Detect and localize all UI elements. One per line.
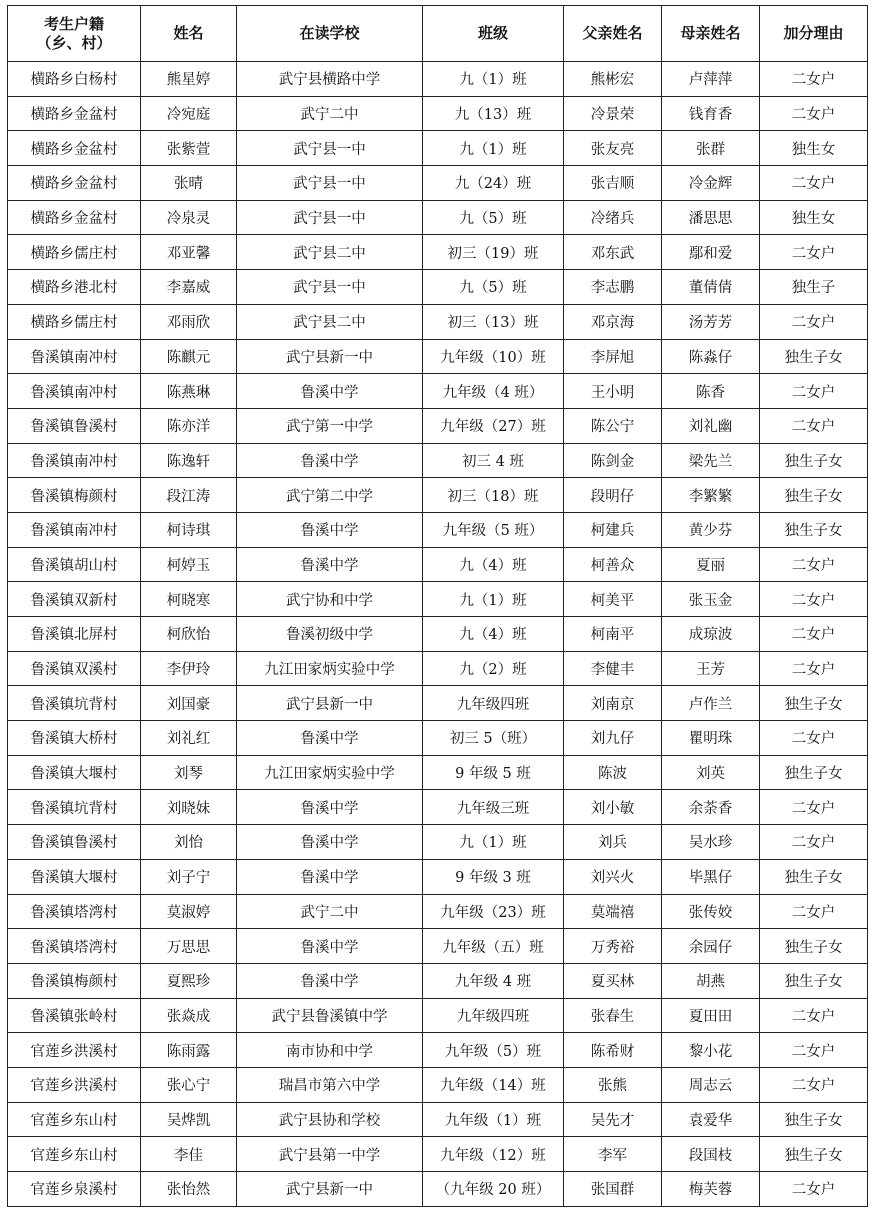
cell-class: 九（1）班 — [423, 582, 564, 617]
cell-mother: 余荼香 — [662, 790, 760, 825]
cell-mother: 余园仔 — [662, 929, 760, 964]
cell-mother: 梅芙蓉 — [662, 1172, 760, 1207]
table-row — [8, 582, 868, 617]
cell-class: 九（13）班 — [423, 96, 564, 131]
cell-school: 武宁县一中 — [237, 200, 423, 235]
cell-school: 武宁第一中学 — [237, 408, 423, 443]
cell-reason: 二女户 — [760, 790, 868, 825]
cell-mother: 吴水珍 — [662, 825, 760, 860]
cell-school: 九江田家炳实验中学 — [237, 651, 423, 686]
cell-name: 冷泉灵 — [141, 200, 237, 235]
cell-class: 九年级（27）班 — [423, 408, 564, 443]
cell-name: 张焱成 — [141, 998, 237, 1033]
cell-school: 武宁县二中 — [237, 235, 423, 270]
cell-mother: 梁先兰 — [662, 443, 760, 478]
cell-class: 九（1）班 — [423, 131, 564, 166]
cell-school: 鲁溪中学 — [237, 859, 423, 894]
cell-name: 万思思 — [141, 929, 237, 964]
cell-name: 陈雨露 — [141, 1033, 237, 1068]
cell-hukou: 官莲乡泉溪村 — [8, 1172, 141, 1207]
table-header-row — [8, 6, 868, 62]
cell-reason: 独生子女 — [760, 686, 868, 721]
cell-father: 刘兵 — [564, 825, 662, 860]
header-label: 母亲姓名 — [680, 24, 741, 42]
cell-mother: 李繁繁 — [662, 478, 760, 513]
table-row — [8, 131, 868, 166]
table-row — [8, 790, 868, 825]
cell-hukou: 鲁溪镇坑背村 — [8, 686, 141, 721]
header-father — [564, 6, 662, 62]
cell-reason: 独生子女 — [760, 1137, 868, 1172]
cell-father: 李屏旭 — [564, 339, 662, 374]
cell-father: 柯南平 — [564, 617, 662, 652]
cell-father: 张吉顺 — [564, 166, 662, 201]
table-row — [8, 894, 868, 929]
cell-mother: 黎小花 — [662, 1033, 760, 1068]
table-row — [8, 721, 868, 756]
cell-father: 莫端禧 — [564, 894, 662, 929]
cell-school: 鲁溪初级中学 — [237, 617, 423, 652]
cell-class: 九（2）班 — [423, 651, 564, 686]
cell-name: 柯婷玉 — [141, 547, 237, 582]
table-row — [8, 304, 868, 339]
cell-class: 九年级（12）班 — [423, 1137, 564, 1172]
cell-name: 张晴 — [141, 166, 237, 201]
cell-hukou: 横路乡金盆村 — [8, 131, 141, 166]
table-row — [8, 686, 868, 721]
cell-school: 鲁溪中学 — [237, 963, 423, 998]
cell-name: 夏熙珍 — [141, 963, 237, 998]
cell-name: 张紫萱 — [141, 131, 237, 166]
cell-school: 武宁县鲁溪镇中学 — [237, 998, 423, 1033]
cell-name: 张心宁 — [141, 1067, 237, 1102]
cell-reason: 独生子女 — [760, 443, 868, 478]
cell-school: 武宁县一中 — [237, 131, 423, 166]
cell-school: 武宁县新一中 — [237, 339, 423, 374]
cell-father: 李健丰 — [564, 651, 662, 686]
cell-class: 九年级三班 — [423, 790, 564, 825]
cell-name: 张怡然 — [141, 1172, 237, 1207]
cell-mother: 刘礼幽 — [662, 408, 760, 443]
cell-name: 刘国豪 — [141, 686, 237, 721]
cell-hukou: 鲁溪镇南冲村 — [8, 512, 141, 547]
cell-mother: 成琼波 — [662, 617, 760, 652]
cell-hukou: 鲁溪镇胡山村 — [8, 547, 141, 582]
cell-school: 南市协和中学 — [237, 1033, 423, 1068]
cell-class: 九年级（五）班 — [423, 929, 564, 964]
cell-father: 陈希财 — [564, 1033, 662, 1068]
cell-father: 熊彬宏 — [564, 62, 662, 97]
cell-reason: 独生子女 — [760, 859, 868, 894]
cell-mother: 陈香 — [662, 374, 760, 409]
cell-mother: 张传姣 — [662, 894, 760, 929]
cell-mother: 卢萍萍 — [662, 62, 760, 97]
cell-class: 初三（13）班 — [423, 304, 564, 339]
cell-father: 夏买林 — [564, 963, 662, 998]
cell-father: 陈波 — [564, 755, 662, 790]
cell-reason: 独生子女 — [760, 339, 868, 374]
cell-class: 九年级（5）班 — [423, 1033, 564, 1068]
cell-class: （九年级 20 班） — [423, 1172, 564, 1207]
cell-mother: 胡燕 — [662, 963, 760, 998]
table-row — [8, 200, 868, 235]
cell-mother: 张群 — [662, 131, 760, 166]
cell-reason: 二女户 — [760, 825, 868, 860]
cell-class: 九年级（23）班 — [423, 894, 564, 929]
cell-father: 邓京海 — [564, 304, 662, 339]
table-row — [8, 478, 868, 513]
table-row — [8, 235, 868, 270]
table-row — [8, 859, 868, 894]
table-row — [8, 339, 868, 374]
table-row — [8, 547, 868, 582]
cell-father: 李志鹏 — [564, 270, 662, 305]
cell-class: 九（1）班 — [423, 825, 564, 860]
table-row — [8, 96, 868, 131]
cell-reason: 二女户 — [760, 547, 868, 582]
cell-mother: 陈淼仔 — [662, 339, 760, 374]
cell-school: 鲁溪中学 — [237, 825, 423, 860]
cell-hukou: 鲁溪镇大堰村 — [8, 859, 141, 894]
cell-father: 吴先才 — [564, 1102, 662, 1137]
table-row — [8, 651, 868, 686]
cell-hukou: 官莲乡东山村 — [8, 1137, 141, 1172]
cell-class: 初三（18）班 — [423, 478, 564, 513]
cell-reason: 二女户 — [760, 651, 868, 686]
cell-school: 鲁溪中学 — [237, 512, 423, 547]
cell-mother: 卢作兰 — [662, 686, 760, 721]
table-row — [8, 443, 868, 478]
cell-class: 九（5）班 — [423, 200, 564, 235]
cell-reason: 独生子 — [760, 270, 868, 305]
cell-class: 九年级 4 班 — [423, 963, 564, 998]
cell-reason: 二女户 — [760, 894, 868, 929]
cell-name: 陈亦洋 — [141, 408, 237, 443]
cell-class: 9 年级 5 班 — [423, 755, 564, 790]
cell-father: 王小明 — [564, 374, 662, 409]
cell-father: 万秀裕 — [564, 929, 662, 964]
cell-father: 冷景荣 — [564, 96, 662, 131]
cell-school: 武宁二中 — [237, 96, 423, 131]
cell-class: 九年级（1）班 — [423, 1102, 564, 1137]
cell-name: 刘礼红 — [141, 721, 237, 756]
cell-father: 柯美平 — [564, 582, 662, 617]
cell-mother: 鄢和爱 — [662, 235, 760, 270]
cell-father: 张熊 — [564, 1067, 662, 1102]
cell-hukou: 横路乡金盆村 — [8, 200, 141, 235]
cell-class: 九年级（4 班） — [423, 374, 564, 409]
cell-hukou: 鲁溪镇双新村 — [8, 582, 141, 617]
cell-school: 鲁溪中学 — [237, 547, 423, 582]
cell-name: 柯诗琪 — [141, 512, 237, 547]
cell-name: 陈麒元 — [141, 339, 237, 374]
cell-mother: 毕黑仔 — [662, 859, 760, 894]
cell-hukou: 鲁溪镇南冲村 — [8, 339, 141, 374]
cell-school: 武宁协和中学 — [237, 582, 423, 617]
cell-name: 李佳 — [141, 1137, 237, 1172]
cell-school: 鲁溪中学 — [237, 721, 423, 756]
cell-father: 张友亮 — [564, 131, 662, 166]
cell-hukou: 鲁溪镇梅颜村 — [8, 478, 141, 513]
cell-school: 武宁县二中 — [237, 304, 423, 339]
table-row — [8, 512, 868, 547]
cell-class: 九年级四班 — [423, 686, 564, 721]
cell-class: 初三 5（班） — [423, 721, 564, 756]
cell-reason: 二女户 — [760, 62, 868, 97]
cell-name: 刘怡 — [141, 825, 237, 860]
cell-father: 刘九仔 — [564, 721, 662, 756]
cell-class: 九（5）班 — [423, 270, 564, 305]
bonus-points-table — [7, 5, 868, 1207]
cell-name: 冷宛庭 — [141, 96, 237, 131]
cell-school: 武宁县新一中 — [237, 686, 423, 721]
cell-name: 段江涛 — [141, 478, 237, 513]
header-name — [141, 6, 237, 62]
cell-father: 段明仔 — [564, 478, 662, 513]
cell-mother: 董倩倩 — [662, 270, 760, 305]
cell-name: 吴烨凯 — [141, 1102, 237, 1137]
table-row — [8, 1033, 868, 1068]
cell-school: 鲁溪中学 — [237, 374, 423, 409]
cell-mother: 瞿明珠 — [662, 721, 760, 756]
cell-class: 九（1）班 — [423, 62, 564, 97]
cell-name: 陈逸轩 — [141, 443, 237, 478]
cell-reason: 二女户 — [760, 1033, 868, 1068]
table-row — [8, 270, 868, 305]
cell-hukou: 鲁溪镇梅颜村 — [8, 963, 141, 998]
table-row — [8, 62, 868, 97]
cell-reason: 二女户 — [760, 1067, 868, 1102]
table-row — [8, 1067, 868, 1102]
table-row — [8, 825, 868, 860]
table-row — [8, 166, 868, 201]
header-label: 考生户籍 — [43, 14, 104, 33]
cell-school: 武宁县新一中 — [237, 1172, 423, 1207]
cell-class: 9 年级 3 班 — [423, 859, 564, 894]
cell-class: 九年级四班 — [423, 998, 564, 1033]
cell-reason: 独生女 — [760, 131, 868, 166]
cell-school: 瑞昌市第六中学 — [237, 1067, 423, 1102]
cell-reason: 独生子女 — [760, 963, 868, 998]
cell-name: 柯欣怡 — [141, 617, 237, 652]
header-reason — [760, 6, 868, 62]
cell-hukou: 鲁溪镇双溪村 — [8, 651, 141, 686]
header-label: 父亲姓名 — [582, 24, 643, 42]
cell-hukou: 鲁溪镇大堰村 — [8, 755, 141, 790]
table-row — [8, 929, 868, 964]
cell-father: 冷绪兵 — [564, 200, 662, 235]
cell-class: 九年级（14）班 — [423, 1067, 564, 1102]
cell-father: 刘小敏 — [564, 790, 662, 825]
cell-class: 九（4）班 — [423, 547, 564, 582]
cell-reason: 独生子女 — [760, 755, 868, 790]
cell-school: 武宁县一中 — [237, 166, 423, 201]
cell-hukou: 鲁溪镇塔湾村 — [8, 929, 141, 964]
cell-reason: 二女户 — [760, 374, 868, 409]
cell-class: 九年级（10）班 — [423, 339, 564, 374]
cell-reason: 独生子女 — [760, 929, 868, 964]
cell-school: 鲁溪中学 — [237, 443, 423, 478]
cell-mother: 夏田田 — [662, 998, 760, 1033]
cell-hukou: 鲁溪镇北屏村 — [8, 617, 141, 652]
cell-mother: 潘思思 — [662, 200, 760, 235]
cell-father: 刘兴火 — [564, 859, 662, 894]
cell-mother: 周志云 — [662, 1067, 760, 1102]
cell-hukou: 鲁溪镇鲁溪村 — [8, 825, 141, 860]
cell-name: 柯晓寒 — [141, 582, 237, 617]
cell-mother: 冷金辉 — [662, 166, 760, 201]
header-label: 姓名 — [173, 24, 204, 42]
cell-class: 初三 4 班 — [423, 443, 564, 478]
cell-hukou: 鲁溪镇鲁溪村 — [8, 408, 141, 443]
cell-mother: 段国枝 — [662, 1137, 760, 1172]
cell-reason: 二女户 — [760, 1172, 868, 1207]
header-hukou — [8, 6, 141, 62]
cell-class: 九（4）班 — [423, 617, 564, 652]
cell-name: 莫淑婷 — [141, 894, 237, 929]
cell-school: 武宁县横路中学 — [237, 62, 423, 97]
cell-hukou: 鲁溪镇南冲村 — [8, 374, 141, 409]
table-row — [8, 617, 868, 652]
cell-school: 九江田家炳实验中学 — [237, 755, 423, 790]
cell-father: 陈剑金 — [564, 443, 662, 478]
cell-hukou: 官莲乡洪溪村 — [8, 1033, 141, 1068]
cell-name: 刘晓妹 — [141, 790, 237, 825]
cell-school: 武宁二中 — [237, 894, 423, 929]
cell-mother: 汤芳芳 — [662, 304, 760, 339]
header-label: （乡、村） — [36, 33, 112, 52]
cell-mother: 张玉金 — [662, 582, 760, 617]
cell-hukou: 横路乡港北村 — [8, 270, 141, 305]
cell-hukou: 横路乡儒庄村 — [8, 235, 141, 270]
header-mother — [662, 6, 760, 62]
cell-father: 陈公宁 — [564, 408, 662, 443]
table-body — [8, 62, 868, 1207]
cell-father: 邓东武 — [564, 235, 662, 270]
cell-hukou: 鲁溪镇南冲村 — [8, 443, 141, 478]
table-row — [8, 998, 868, 1033]
cell-mother: 刘英 — [662, 755, 760, 790]
cell-mother: 黄少芬 — [662, 512, 760, 547]
cell-name: 李伊玲 — [141, 651, 237, 686]
cell-reason: 二女户 — [760, 408, 868, 443]
cell-mother: 钱育香 — [662, 96, 760, 131]
table-row — [8, 1172, 868, 1207]
cell-name: 陈燕琳 — [141, 374, 237, 409]
cell-hukou: 横路乡金盆村 — [8, 96, 141, 131]
cell-name: 邓雨欣 — [141, 304, 237, 339]
cell-hukou: 横路乡金盆村 — [8, 166, 141, 201]
cell-mother: 王芳 — [662, 651, 760, 686]
cell-hukou: 官莲乡东山村 — [8, 1102, 141, 1137]
cell-class: 初三（19）班 — [423, 235, 564, 270]
cell-hukou: 鲁溪镇张岭村 — [8, 998, 141, 1033]
cell-name: 李嘉威 — [141, 270, 237, 305]
table-row — [8, 755, 868, 790]
cell-reason: 二女户 — [760, 96, 868, 131]
cell-reason: 独生子女 — [760, 1102, 868, 1137]
header-label: 在读学校 — [299, 24, 360, 42]
cell-reason: 二女户 — [760, 235, 868, 270]
cell-school: 武宁第二中学 — [237, 478, 423, 513]
cell-reason: 二女户 — [760, 998, 868, 1033]
cell-hukou: 鲁溪镇塔湾村 — [8, 894, 141, 929]
cell-hukou: 横路乡白杨村 — [8, 62, 141, 97]
table-row — [8, 374, 868, 409]
cell-school: 武宁县第一中学 — [237, 1137, 423, 1172]
cell-father: 张春生 — [564, 998, 662, 1033]
header-school — [237, 6, 423, 62]
cell-reason: 独生子女 — [760, 478, 868, 513]
cell-reason: 二女户 — [760, 166, 868, 201]
cell-father: 刘南京 — [564, 686, 662, 721]
table-row — [8, 1102, 868, 1137]
cell-school: 武宁县一中 — [237, 270, 423, 305]
cell-reason: 二女户 — [760, 721, 868, 756]
header-label: 加分理由 — [783, 24, 844, 42]
cell-class: 九（24）班 — [423, 166, 564, 201]
cell-father: 柯善众 — [564, 547, 662, 582]
header-class — [423, 6, 564, 62]
cell-mother: 夏丽 — [662, 547, 760, 582]
cell-father: 李军 — [564, 1137, 662, 1172]
header-label: 班级 — [477, 24, 508, 42]
table-row — [8, 963, 868, 998]
cell-hukou: 横路乡儒庄村 — [8, 304, 141, 339]
cell-reason: 独生女 — [760, 200, 868, 235]
cell-father: 柯建兵 — [564, 512, 662, 547]
cell-name: 邓亚馨 — [141, 235, 237, 270]
document-page — [7, 5, 867, 1207]
table-row — [8, 1137, 868, 1172]
cell-hukou: 鲁溪镇坑背村 — [8, 790, 141, 825]
cell-school: 鲁溪中学 — [237, 790, 423, 825]
cell-reason: 二女户 — [760, 582, 868, 617]
cell-hukou: 鲁溪镇大桥村 — [8, 721, 141, 756]
cell-class: 九年级（5 班） — [423, 512, 564, 547]
cell-name: 刘子宁 — [141, 859, 237, 894]
cell-reason: 二女户 — [760, 617, 868, 652]
cell-reason: 独生子女 — [760, 512, 868, 547]
cell-reason: 二女户 — [760, 304, 868, 339]
cell-name: 刘琴 — [141, 755, 237, 790]
cell-father: 张国群 — [564, 1172, 662, 1207]
table-row — [8, 408, 868, 443]
cell-mother: 袁爱华 — [662, 1102, 760, 1137]
cell-name: 熊星婷 — [141, 62, 237, 97]
cell-school: 鲁溪中学 — [237, 929, 423, 964]
cell-hukou: 官莲乡洪溪村 — [8, 1067, 141, 1102]
cell-school: 武宁县协和学校 — [237, 1102, 423, 1137]
